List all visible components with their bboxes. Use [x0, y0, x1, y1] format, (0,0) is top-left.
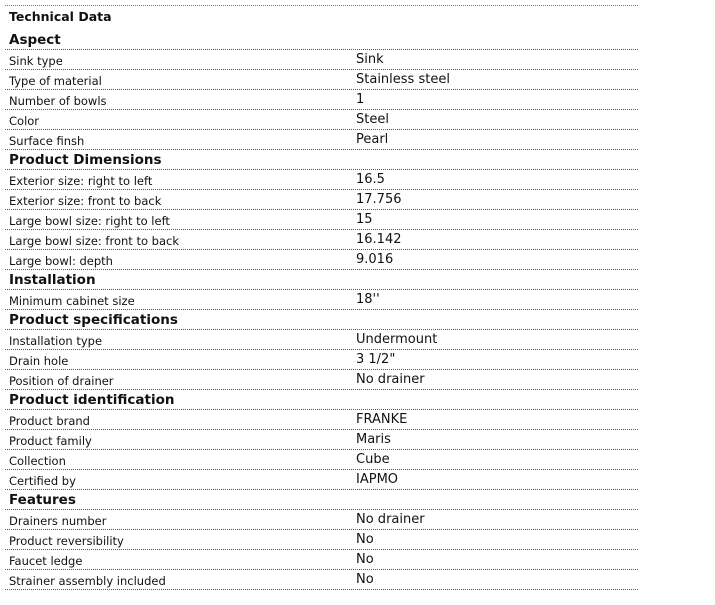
spec-row: [5, 550, 638, 570]
spec-row: [5, 530, 638, 550]
spec-label: Faucet ledge: [9, 554, 83, 568]
spec-value: 1: [356, 92, 365, 107]
spec-row: [5, 170, 638, 190]
spec-row: [5, 130, 638, 150]
spec-value: Undermount: [356, 332, 438, 347]
spec-row: [5, 70, 638, 90]
spec-value: 18'': [356, 292, 380, 307]
spec-value: Stainless steel: [356, 72, 450, 87]
spec-row: [5, 350, 638, 370]
spec-value: IAPMO: [356, 472, 399, 487]
spec-label: Product brand: [9, 414, 90, 428]
spec-value: 15: [356, 212, 373, 227]
spec-label: Color: [9, 114, 40, 128]
spec-label: Drainers number: [9, 514, 107, 528]
spec-label: Collection: [9, 454, 66, 468]
spec-value: Pearl: [356, 132, 389, 147]
spec-label: Surface finsh: [9, 134, 85, 148]
section-heading-product-identification: Product identification: [5, 390, 638, 410]
spec-label: Exterior size: front to back: [9, 194, 162, 208]
spec-value: Sink: [356, 52, 384, 67]
spec-row: [5, 50, 638, 70]
spec-row: [5, 230, 638, 250]
spec-row: [5, 570, 638, 590]
spec-row: [5, 450, 638, 470]
spec-value: Cube: [356, 452, 390, 467]
spec-label: Sink type: [9, 54, 63, 68]
spec-label: Minimum cabinet size: [9, 294, 135, 308]
spec-row: [5, 410, 638, 430]
spec-label: Installation type: [9, 334, 103, 348]
spec-label: Type of material: [9, 74, 102, 88]
spec-row: [5, 190, 638, 210]
spec-row: [5, 110, 638, 130]
spec-value: 3 1/2": [356, 352, 396, 367]
spec-value: Maris: [356, 432, 391, 447]
spec-label: Drain hole: [9, 354, 69, 368]
section-heading-product-dimensions: Product Dimensions: [5, 150, 638, 170]
spec-label: Product reversibility: [9, 534, 124, 548]
section-heading-features: Features: [5, 490, 638, 510]
spec-row: [5, 470, 638, 490]
spec-value: No: [356, 552, 374, 567]
spec-value: No: [356, 572, 374, 587]
spec-row: [5, 290, 638, 310]
spec-value: No drainer: [356, 512, 425, 527]
spec-row: [5, 330, 638, 350]
spec-label: Certified by: [9, 474, 76, 488]
spec-label: Exterior size: right to left: [9, 174, 153, 188]
spec-label: Position of drainer: [9, 374, 114, 388]
spec-value: 9.016: [356, 252, 394, 267]
spec-value: No: [356, 532, 374, 547]
spec-row: [5, 250, 638, 270]
page-title: Technical Data: [9, 9, 112, 24]
section-heading-product-specifications: Product specifications: [5, 310, 638, 330]
spec-row: [5, 90, 638, 110]
section-heading-aspect: Aspect: [5, 30, 638, 50]
spec-value: 16.142: [356, 232, 402, 247]
top-divider: [5, 5, 638, 6]
spec-label: Large bowl size: front to back: [9, 234, 179, 248]
spec-label: Product family: [9, 434, 92, 448]
spec-label: Large bowl: depth: [9, 254, 113, 268]
spec-value: No drainer: [356, 372, 425, 387]
spec-row: [5, 430, 638, 450]
spec-label: Strainer assembly included: [9, 574, 166, 588]
spec-value: 16.5: [356, 172, 385, 187]
spec-value: 17.756: [356, 192, 402, 207]
spec-table: [5, 30, 638, 590]
spec-label: Number of bowls: [9, 94, 107, 108]
spec-row: [5, 370, 638, 390]
section-heading-installation: Installation: [5, 270, 638, 290]
spec-row: [5, 510, 638, 530]
spec-row: [5, 210, 638, 230]
spec-value: FRANKE: [356, 412, 408, 427]
spec-label: Large bowl size: right to left: [9, 214, 170, 228]
spec-value: Steel: [356, 112, 389, 127]
